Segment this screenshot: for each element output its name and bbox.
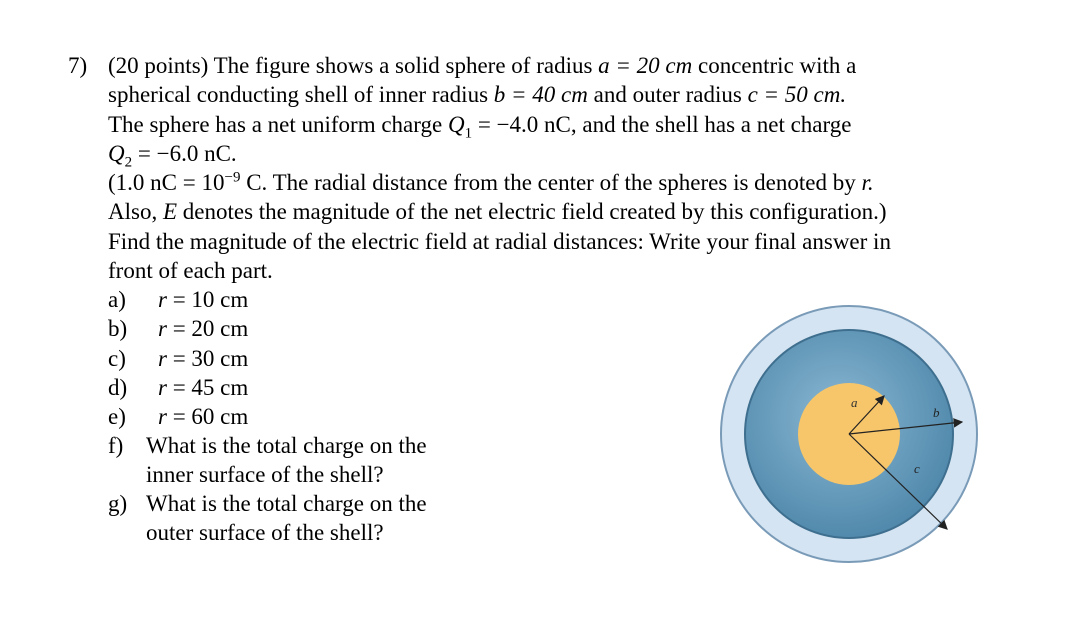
- problem-line-5: (1.0 nC = $10^{-9}$ C. The radial distance from the center of the spheres is denoted by r.: [108, 169, 874, 195]
- part-b-letter: b): [108, 316, 128, 341]
- part-g-line-1: What is the total charge on the: [146, 491, 427, 516]
- part-e-text: r = 60 cm: [158, 404, 249, 429]
- part-f-line-1: What is the total charge on the: [146, 433, 427, 458]
- part-f-letter: f): [108, 433, 124, 458]
- part-d-letter: d): [108, 375, 128, 400]
- part-c-text: r = 30 cm: [158, 346, 249, 371]
- part-a-text: r = 10 cm: [158, 287, 249, 312]
- problem-line-2: spherical conducting shell of inner radius b = 40 cm and outer radius c = 50 cm.: [108, 82, 847, 107]
- problem-line-6: Also, E denotes the magnitude of the net electric field created by this configuration.): [108, 199, 887, 224]
- part-g-letter: g): [108, 491, 128, 516]
- problem-line-1: (20 points) The figure shows a solid sphere of radius a = 20 cm concentric with a: [108, 53, 857, 78]
- problem-line-7: Find the magnitude of the electric field at radial distances: Write your final answer in: [108, 229, 891, 254]
- part-b-text: r = 20 cm: [158, 316, 249, 341]
- part-g-line-2: outer surface of the shell?: [146, 520, 384, 545]
- problem-line-8: front of each part.: [108, 258, 273, 283]
- part-d-text: r = 45 cm: [158, 375, 249, 400]
- part-a-letter: a): [108, 287, 126, 312]
- problem-number: 7): [68, 53, 88, 78]
- concentric-spheres-figure: [718, 303, 980, 565]
- label-c: c: [914, 461, 920, 476]
- part-f-line-2: inner surface of the shell?: [146, 462, 384, 487]
- part-c-letter: c): [108, 346, 126, 371]
- part-e-letter: e): [108, 404, 126, 429]
- label-b: b: [933, 405, 940, 420]
- problem-line-3: The sphere has a net uniform charge $Q_1 = -4.0$ nC, and the shell has a net charge: [108, 112, 852, 142]
- label-a: a: [851, 395, 858, 410]
- problem-line-4: $Q_2 = -6.0$ nC.: [108, 141, 237, 171]
